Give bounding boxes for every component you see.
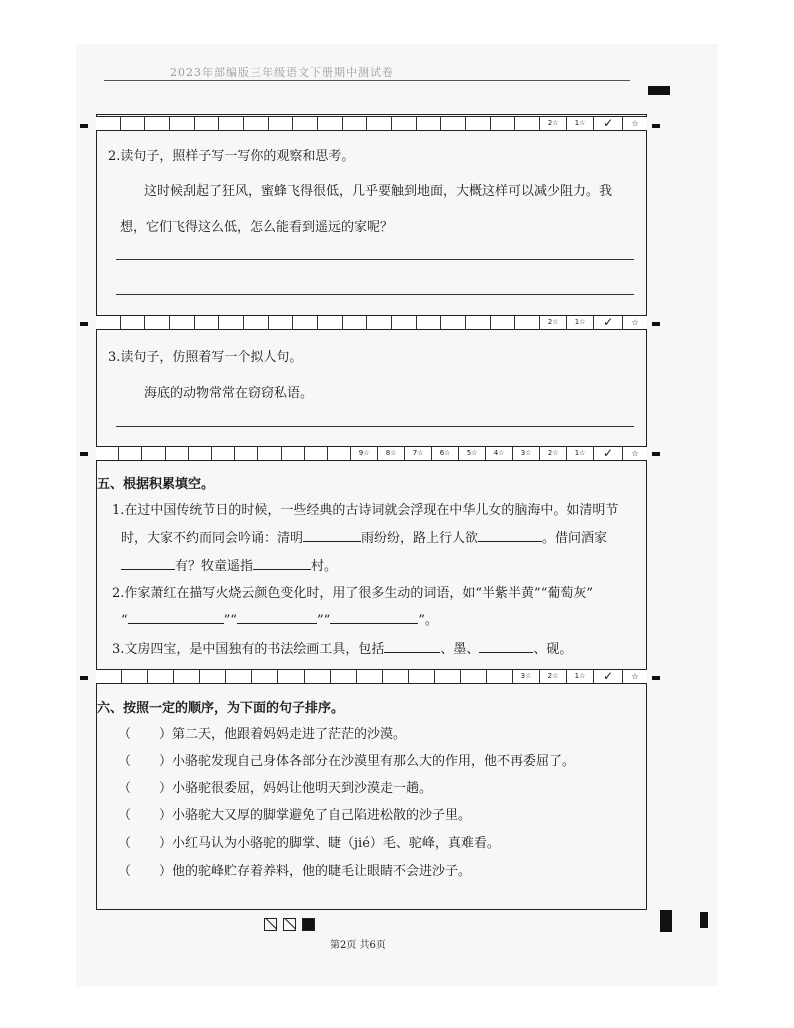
bracket: （ <box>118 727 132 742</box>
ordering-item <box>118 804 471 823</box>
question-text-part: 雨纷纷，路上行人欲 <box>361 531 479 546</box>
binding-mark <box>652 322 660 326</box>
binding-mark <box>80 322 88 326</box>
bracket: （ <box>118 836 132 851</box>
section-title: 六、按照一定的顺序，为下面的句子排序。 <box>97 701 345 716</box>
fill-blank[interactable] <box>303 529 361 542</box>
section-title: 五、根据积累填空。 <box>97 477 215 492</box>
binding-mark <box>652 676 660 680</box>
score-label: 5☆ <box>459 447 486 460</box>
bracket: ） <box>159 727 173 742</box>
score-label: 3☆ <box>513 447 540 460</box>
binding-mark <box>652 124 660 128</box>
answer-line[interactable] <box>116 294 634 295</box>
quote-mark: ”。 <box>418 613 438 628</box>
score-label: 3☆ <box>513 670 540 683</box>
bracket: （ <box>118 808 132 823</box>
question-text-part: 有？牧童遥指 <box>175 559 254 574</box>
quote-mark: ”“ <box>316 613 331 628</box>
question-text-part: 村。 <box>311 559 338 574</box>
bracket: ） <box>159 808 173 823</box>
check-mark-icon: ✓ <box>594 447 623 460</box>
item-text: 第二天，他跟着妈妈走进了茫茫的沙漠。 <box>172 727 407 742</box>
star-icon: ☆ <box>631 119 639 128</box>
check-mark-icon: ✓ <box>594 316 623 329</box>
fill-blank[interactable] <box>479 640 533 653</box>
hatched-square-icon <box>264 918 277 931</box>
star-icon: ☆ <box>631 449 639 458</box>
score-label: 2☆ <box>540 670 567 683</box>
footer-marks <box>264 918 315 931</box>
check-mark-icon: ✓ <box>594 117 623 130</box>
score-label: 8☆ <box>378 447 405 460</box>
answer-line[interactable] <box>116 259 634 260</box>
ordering-item <box>118 832 500 851</box>
score-label: 2☆ <box>540 447 567 460</box>
score-label: 2☆ <box>540 117 567 130</box>
binding-mark <box>652 452 660 456</box>
ordering-item <box>118 860 471 879</box>
answer-line[interactable] <box>116 426 634 427</box>
example-sentence: 想，它们飞得这么低，怎么能看到遥远的家呢？ <box>120 220 394 235</box>
star-icon: ☆ <box>631 318 639 327</box>
item-text: 小骆驼发现自己身体各部分在沙漠里有那么大的作用，他不再委屈了。 <box>172 754 576 769</box>
registration-mark <box>648 86 670 95</box>
score-label: 2☆ <box>540 316 567 329</box>
quote-mark: “ <box>121 613 128 628</box>
bracket: （ <box>118 864 132 879</box>
page-header: 2023年部编版三年级语文下册期中测试卷 <box>170 66 394 79</box>
question-text: 2.作家萧红在描写火烧云颜色变化时，用了很多生动的词语，如“半紫半黄”“葡萄灰” <box>112 586 593 601</box>
hatched-square-icon <box>283 918 296 931</box>
fill-blank[interactable] <box>330 611 418 624</box>
item-text: 小骆驼很委屈，妈妈让他明天到沙漠走一趟。 <box>172 781 433 796</box>
fill-blank[interactable] <box>121 557 175 570</box>
question-text-part: 时，大家不约而同会吟诵：清明 <box>121 531 304 546</box>
question-text <box>112 638 572 657</box>
score-label: 6☆ <box>432 447 459 460</box>
score-grid <box>96 315 647 330</box>
score-label: 1☆ <box>567 316 594 329</box>
question-text <box>121 527 607 546</box>
item-text: 小红马认为小骆驼的脚掌、睫（jié）毛、驼峰，真难看。 <box>172 836 500 851</box>
score-grid <box>96 669 647 684</box>
bracket: ） <box>159 754 173 769</box>
score-label: 4☆ <box>486 447 513 460</box>
registration-mark <box>700 912 708 928</box>
score-label: 1☆ <box>567 670 594 683</box>
question-text: 1.在过中国传统节日的时候，一些经典的古诗词就会浮现在中华儿女的脑海中。如清明节 <box>112 503 619 518</box>
score-grid <box>96 446 647 461</box>
question-text <box>121 555 337 574</box>
ordering-item <box>118 723 406 742</box>
question-text-part: 。借问酒家 <box>542 531 608 546</box>
question-text-part: 3.文房四宝，是中国独有的书法绘画工具，包括 <box>112 642 385 657</box>
score-label: 1☆ <box>567 447 594 460</box>
solid-square-icon <box>302 918 315 931</box>
bracket: （ <box>118 781 132 796</box>
registration-mark <box>660 910 672 932</box>
page-number: 第2页 共6页 <box>330 940 386 951</box>
question-title: 2.读句子，照样子写一写你的观察和思考。 <box>108 149 355 164</box>
item-text: 他的驼峰贮存着养料，他的睫毛让眼睛不会进沙子。 <box>172 864 472 879</box>
question-text-part: 、砚。 <box>533 642 573 657</box>
question-title: 3.读句子，仿照着写一个拟人句。 <box>108 350 303 365</box>
bracket: ） <box>159 781 173 796</box>
binding-mark <box>80 124 88 128</box>
score-label: 9☆ <box>351 447 378 460</box>
score-label: 7☆ <box>405 447 432 460</box>
header-rule <box>104 80 630 81</box>
ordering-item <box>118 750 575 769</box>
fill-blank[interactable] <box>128 611 224 624</box>
fill-blank[interactable] <box>478 529 542 542</box>
fill-blank[interactable] <box>253 557 311 570</box>
example-sentence: 这时候刮起了狂风，蜜蜂飞得很低，几乎要触到地面，大概这样可以减少阻力。我 <box>144 184 613 199</box>
star-icon: ☆ <box>631 672 639 681</box>
score-grid <box>96 116 647 131</box>
binding-mark <box>80 676 88 680</box>
item-text: 小骆驼大又厚的脚掌避免了自己陷进松散的沙子里。 <box>172 808 472 823</box>
question-text-part: 、墨、 <box>440 642 480 657</box>
quote-mark: ”“ <box>223 613 237 628</box>
example-sentence: 海底的动物常常在窃窃私语。 <box>144 386 314 401</box>
check-mark-icon: ✓ <box>594 670 623 683</box>
binding-mark <box>80 452 88 456</box>
question-text <box>121 609 438 628</box>
ordering-item <box>118 777 432 796</box>
bracket: ） <box>159 836 173 851</box>
fill-blank[interactable] <box>237 611 317 624</box>
bracket: （ <box>118 754 132 769</box>
score-label: 1☆ <box>567 117 594 130</box>
bracket: ） <box>159 864 173 879</box>
fill-blank[interactable] <box>384 640 440 653</box>
